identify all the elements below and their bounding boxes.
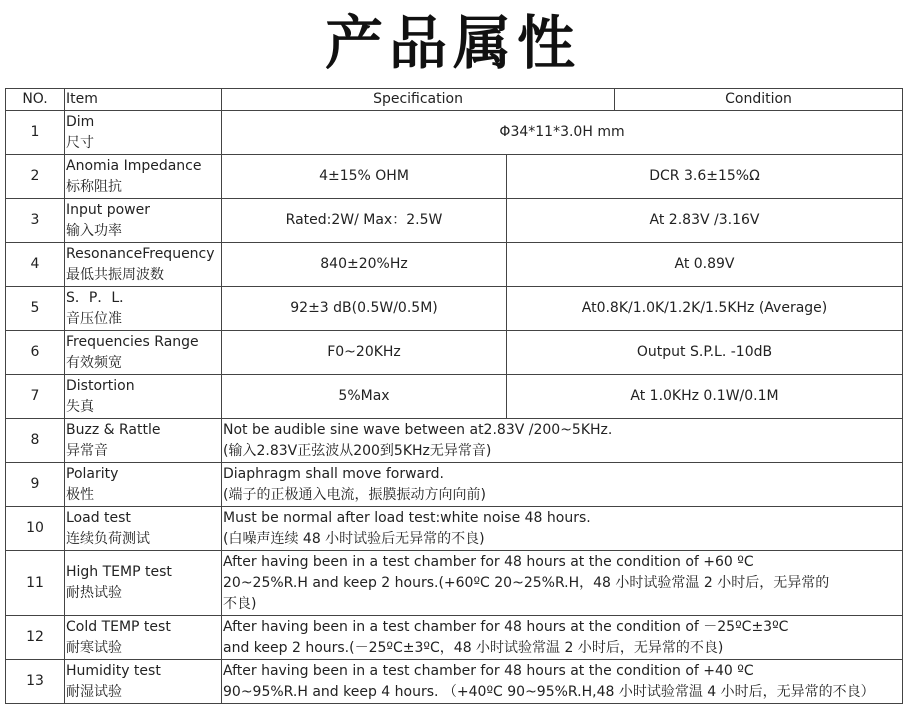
item-en: Load test — [66, 509, 131, 526]
table-row — [6, 199, 903, 243]
header-item: Item — [65, 89, 222, 111]
item-cell — [65, 287, 222, 331]
condition-cell: DCR 3.6±15%Ω — [507, 155, 903, 199]
description-line: After having been in a test chamber for 48 hours at the condition of －25ºC±3ºC — [223, 618, 789, 635]
item-en: Buzz & Rattle — [66, 421, 161, 438]
description-line: 不良) — [223, 595, 257, 612]
header-condition: Condition — [615, 89, 903, 111]
item-cell — [65, 660, 222, 704]
table-row — [6, 419, 903, 463]
description-cell — [222, 507, 903, 551]
condition-cell: At 0.89V — [507, 243, 903, 287]
item-cell — [65, 331, 222, 375]
item-cell — [65, 155, 222, 199]
row-number: 2 — [6, 155, 65, 199]
item-en: Cold TEMP test — [66, 618, 171, 635]
header-no: NO. — [6, 89, 65, 111]
description-line: 90~95%R.H and keep 4 hours. （+40ºC 90~95%R.H,48 小时试验常温 4 小时后，无异常的不良） — [223, 683, 875, 700]
description-cell — [222, 419, 903, 463]
item-cn: 耐寒试验 — [66, 639, 122, 656]
item-cn: 异常音 — [66, 442, 108, 459]
description-line: Not be audible sine wave between at2.83V /200~5KHz. — [223, 421, 613, 438]
description-line: After having been in a test chamber for 48 hours at the condition of +60 ºC — [223, 553, 754, 570]
item-cell — [65, 463, 222, 507]
row-number: 4 — [6, 243, 65, 287]
row-number: 9 — [6, 463, 65, 507]
row-number: 5 — [6, 287, 65, 331]
item-cn: 最低共振周波数 — [66, 266, 164, 283]
item-cn: 音压位准 — [66, 310, 122, 327]
item-cell — [65, 111, 222, 155]
item-cell — [65, 551, 222, 616]
description-line: 20~25%R.H and keep 2 hours.(+60ºC 20~25%R.H，48 小时试验常温 2 小时后，无异常的 — [223, 574, 830, 591]
table-row — [6, 660, 903, 704]
spec-cell: Φ34*11*3.0H mm — [222, 111, 903, 155]
table-header-row — [6, 89, 903, 111]
item-cell — [65, 375, 222, 419]
table-row — [6, 331, 903, 375]
header-specification: Specification — [222, 89, 615, 111]
row-number: 13 — [6, 660, 65, 704]
description-line: (端子的正极通入电流，振膜振动方向向前) — [223, 486, 486, 503]
spec-cell: 4±15% OHM — [222, 155, 507, 199]
description-line: (输入2.83V正弦波从200到5KHz无异常音) — [223, 442, 492, 459]
table-row — [6, 287, 903, 331]
item-cell — [65, 507, 222, 551]
item-cell — [65, 199, 222, 243]
item-cn: 输入功率 — [66, 222, 122, 239]
spec-cell: F0~20KHz — [222, 331, 507, 375]
spec-cell: 92±3 dB(0.5W/0.5M) — [222, 287, 507, 331]
row-number: 8 — [6, 419, 65, 463]
description-cell — [222, 463, 903, 507]
row-number: 7 — [6, 375, 65, 419]
item-cn: 失真 — [66, 398, 94, 415]
spec-cell: 5%Max — [222, 375, 507, 419]
description-line: After having been in a test chamber for 48 hours at the condition of +40 ºC — [223, 662, 754, 679]
item-en: ResonanceFrequency — [66, 245, 215, 262]
row-number: 3 — [6, 199, 65, 243]
item-cell — [65, 419, 222, 463]
description-cell — [222, 551, 903, 616]
item-en: S．P．L． — [66, 289, 134, 306]
table-row — [6, 616, 903, 660]
item-cn: 标称阻抗 — [66, 178, 122, 195]
condition-cell: At0.8K/1.0K/1.2K/1.5KHz (Average) — [507, 287, 903, 331]
table-row — [6, 551, 903, 616]
description-line: Must be normal after load test:white noise 48 hours. — [223, 509, 591, 526]
description-line: Diaphragm shall move forward. — [223, 465, 444, 482]
condition-cell: At 2.83V /3.16V — [507, 199, 903, 243]
item-cn: 极性 — [66, 486, 94, 503]
table-row — [6, 155, 903, 199]
item-cn: 耐湿试验 — [66, 683, 122, 700]
item-cell — [65, 243, 222, 287]
item-en: Polarity — [66, 465, 119, 482]
table-row — [6, 507, 903, 551]
item-en: Anomia Impedance — [66, 157, 202, 174]
condition-cell: At 1.0KHz 0.1W/0.1M — [507, 375, 903, 419]
description-cell — [222, 616, 903, 660]
row-number: 6 — [6, 331, 65, 375]
page-title: 产品属性 — [324, 9, 581, 77]
item-cell — [65, 616, 222, 660]
table-row — [6, 111, 903, 155]
row-number: 10 — [6, 507, 65, 551]
description-line: (白噪声连续 48 小时试验后无异常的不良) — [223, 530, 485, 547]
item-en: Input power — [66, 201, 150, 218]
row-number: 1 — [6, 111, 65, 155]
item-cn: 连续负荷测试 — [66, 530, 150, 547]
table-row — [6, 243, 903, 287]
item-cn: 尺寸 — [66, 134, 94, 151]
spec-cell: 840±20%Hz — [222, 243, 507, 287]
table-row — [6, 463, 903, 507]
product-properties-table — [5, 88, 903, 704]
item-en: High TEMP test — [66, 564, 172, 580]
description-cell — [222, 660, 903, 704]
row-number: 11 — [6, 551, 65, 616]
item-en: Dim — [66, 113, 95, 130]
description-line: and keep 2 hours.(－25ºC±3ºC，48 小时试验常温 2 小时后，无异常的不良) — [223, 639, 724, 656]
item-cn: 有效频宽 — [66, 354, 122, 371]
item-en: Humidity test — [66, 662, 161, 679]
table-row — [6, 375, 903, 419]
item-en: Frequencies Range — [66, 333, 199, 350]
item-cn: 耐热试验 — [66, 585, 122, 601]
spec-cell: Rated:2W/ Max：2.5W — [222, 199, 507, 243]
row-number: 12 — [6, 616, 65, 660]
item-en: Distortion — [66, 377, 135, 394]
condition-cell: Output S.P.L. -10dB — [507, 331, 903, 375]
